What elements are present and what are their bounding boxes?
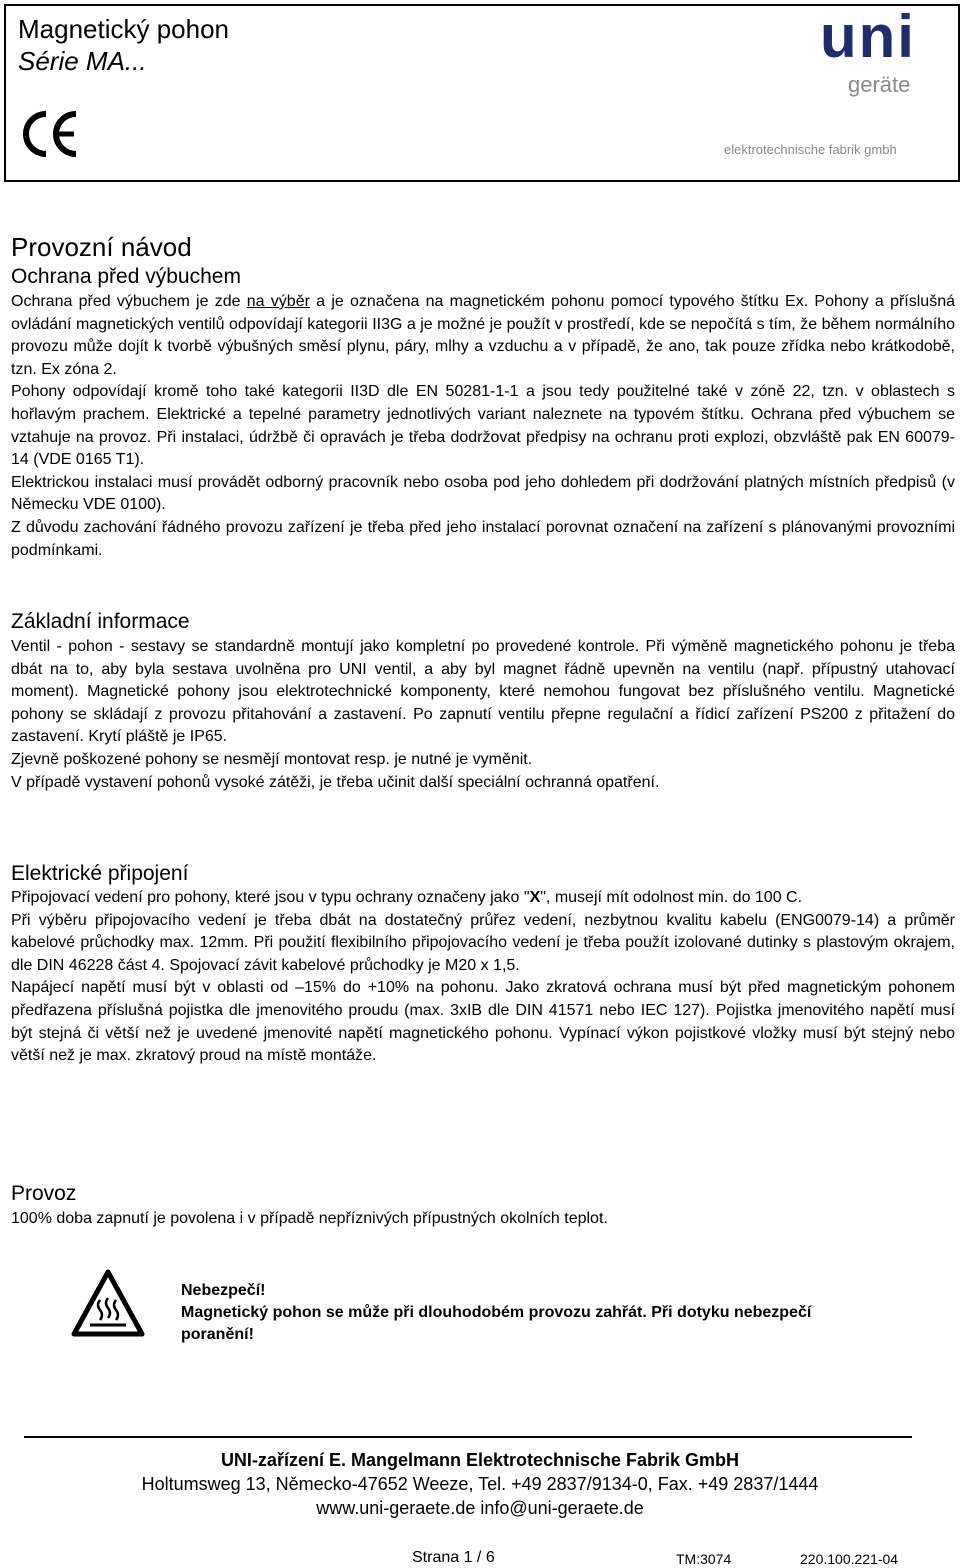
section-operation: [11, 1208, 955, 1231]
paragraph: Ochrana před výbuchem je zde na výběr a je označena na magnetickém pohonu pomocí typového štítku Ex. Pohony a příslušná ovládání magnetických ventilů odpovídají kategorii II3G a je možné je použít v prostředí, kde se nepočítá s tím, že během normálního provozu může dojít k tvorbě výbušných směsí plynu, páry, mlhy a vzduchu a v případě, že ano, tak pouze zřídka nebo krátkodobě, tzn. Ex zóna 2.: [11, 293, 955, 378]
section-explosion-protection: [11, 291, 955, 562]
section-basic-info: [11, 636, 955, 794]
section-electrical-connection: [11, 887, 955, 1068]
paragraph: Při výběru připojovacího vedení je třeba dbát na dostatečný průřez vedení, nezbytnou kvalitu kabelu (ENG0079-14) a průměr kabelové průchodky max. 12mm. Při použití flexibilního připojovacího vedení je třeba použít izolované dutinky s plastovým okrajem, dle DIN 46228 část 4. Spojovací závit kabelové průchodky je M20 x 1,5.: [11, 911, 955, 974]
paragraph: 100% doba zapnutí je povolena i v případě nepříznivých přípustných okolních teplot.: [11, 1210, 608, 1227]
paragraph: Napájecí napětí musí být v oblasti od –15% do +10% na pohonu. Jako zkratová ochrana musí být před magnetickým pohonem předřazena příslušná pojistka dle jmenovitého proudu (max. 3xIB dle DIN 41571 nebo IEC 127). Pojistka jmenovitého napětí musí být stejná či větší než je uvedené jmenovité napětí magnetického pohonu. Vypínací výkon pojistkové vložky musí být stejný nebo větší než je max. zkratový proud na místě montáže.: [11, 979, 955, 1065]
page-number: Strana 1 / 6: [412, 1549, 495, 1566]
ce-mark-icon: [20, 110, 82, 158]
logo-tagline: elektrotechnische fabrik gmbh: [724, 142, 897, 157]
hot-surface-warning-icon: [70, 1268, 146, 1338]
heading-electrical-connection: Elektrické připojení: [11, 862, 189, 885]
main-title: Provozní návod: [11, 232, 192, 262]
paragraph: V případě vystavení pohonů vysoké zátěži, je třeba učinit další speciální ochranná opatření.: [11, 773, 660, 791]
logo-brand: uni: [820, 3, 916, 70]
footer-address: Holtumsweg 13, Německo-47652 Weeze, Tel. +49 2837/9134-0, Fax. +49 2837/1444: [141, 1474, 819, 1494]
paragraph: Elektrickou instalaci musí provádět odborný pracovník nebo osoba pod jeho dohledem při dodržování platných místních předpisů (v Německu VDE 0100).: [11, 473, 955, 514]
footer-divider: [24, 1436, 912, 1438]
heading-operation: Provoz: [11, 1182, 77, 1205]
footer: [0, 1448, 960, 1520]
tm-number: TM:3074: [676, 1551, 732, 1567]
warning-message: Magnetický pohon se může při dlouhodobém provozu zahřát. Při dotyku nebezpečí poranění!: [181, 1304, 812, 1343]
document-number: 220.100.221-04: [800, 1551, 899, 1567]
paragraph: Z důvodu zachování řádného provozu zařízení je třeba před jeho instalací porovnat označení na zařízení s plánovanými provozními podmínkami.: [11, 518, 955, 559]
product-series: Série MA...: [18, 46, 147, 76]
paragraph: Ventil - pohon - sestavy se standardně montují jako kompletní po provedené kontrole. Při výměně magnetického pohonu je třeba dbát na to, aby byla sestava uvolněna pro UNI ventil, a aby byl magnet řádně upevněn na ventilu (např. přípustný utahovací moment). Magnetické pohony jsou elektrotechnické komponenty, které nemohou fungovat bez příslušného ventilu. Magnetické pohony se skládají z provozu přitahování a zastavení. Po zapnutí ventilu přepne regulační a řídicí zařízení PS200 z přitažení do zastavení. Krytí pláště je IP65.: [11, 638, 955, 746]
logo-sub: geräte: [848, 72, 911, 97]
heading-basic-info: Základní informace: [11, 610, 190, 633]
heading-explosion-protection: Ochrana před výbuchem: [11, 265, 241, 288]
footer-web: www.uni-geraete.de info@uni-geraete.de: [316, 1498, 644, 1518]
footer-company: UNI-zařízení E. Mangelmann Elektrotechnische Fabrik GmbH: [220, 1450, 740, 1470]
paragraph: Připojovací vedení pro pohony, které jsou v typu ochrany označeny jako "X", musejí mít odolnost min. do 100 C.: [11, 889, 803, 906]
paragraph: Zjevně poškozené pohony se nesmějí montovat resp. je nutné je vyměnit.: [11, 750, 533, 768]
warning-title: Nebezpečí!: [181, 1282, 266, 1299]
paragraph: Pohony odpovídají kromě toho také kategorii II3D dle EN 50281-1-1 a jsou tedy použitelné také v zóně 22, tzn. v oblastech s hořlavým prachem. Elektrické a tepelné parametry jednotlivých variant naleznete na typovém štítku. Ochrana před výbuchem se vztahuje na provoz. Při instalaci, údržbě či opravách je třeba dodržovat předpisy na ochranu proti explozi, obzvláště pak EN 60079-14 (VDE 0165 T1).: [11, 383, 955, 469]
warning-text: [181, 1280, 881, 1346]
company-logo: [720, 3, 940, 164]
product-title: Magnetický pohon: [18, 14, 230, 44]
